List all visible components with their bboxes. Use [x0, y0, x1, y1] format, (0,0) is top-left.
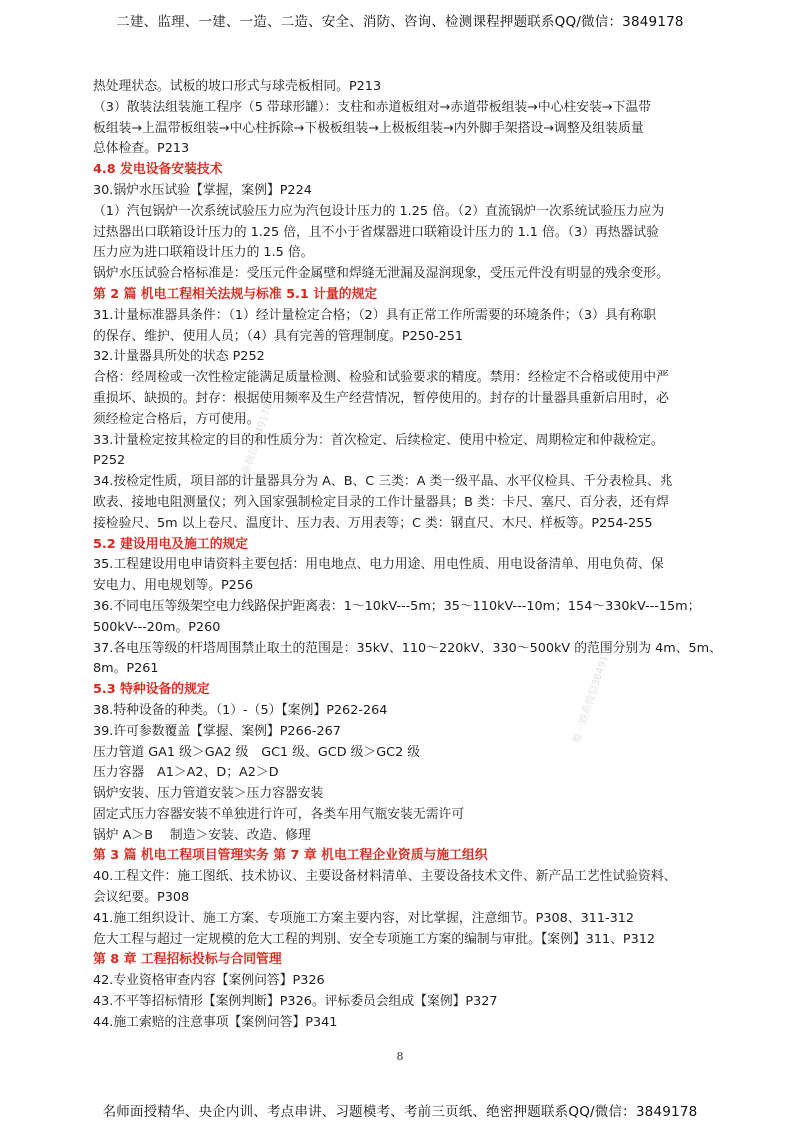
text-line: 32.计量器具所处的状态 P252 — [93, 349, 265, 365]
text-line: 重损坏、缺损的。封存：根据使用频率及生产经营情况，暂停使用的。封存的计量器具重新启用时，必 — [93, 390, 669, 406]
footer-banner: 名师面授精华、央企内训、考点串讲、习题模考、考前三页纸、绝密押题联系QQ/微信：3849178 — [102, 1104, 698, 1120]
text-line: 33.计量检定按其检定的目的和性质分为：首次检定、后续检定、使用中检定、周期检定和仲裁检定。 — [93, 432, 664, 448]
text-line: 40.工程文件：施工图纸、技术协议、主要设备材料清单、主要设备技术文件、新产品工艺性试验资料、 — [93, 869, 677, 885]
text-line: 8m。P261 — [93, 661, 159, 677]
text-line: 接检验尺、5m 以上卷尺、温度计、压力表、万用表等；C 类：钢直尺、木尺、样板等。P254-255 — [93, 515, 653, 531]
text-line: 34.按检定性质，项目部的计量器具分为 A、B、C 三类：A 类一级平晶、水平仪检具、千分表检具、兆 — [93, 474, 673, 490]
text-line: 39.许可参数覆盖【掌握、案例】P266-267 — [93, 723, 341, 739]
text-line: 压力应为进口联箱设计压力的 1.5 倍。 — [93, 245, 314, 261]
text-line: 过热器出口联箱设计压力的 1.25 倍，且不小于省煤器进口联箱设计压力的 1.1 倍。（3）再热器试验 — [93, 224, 659, 240]
text-line: 危大工程与超过一定规模的危大工程的判别、安全专项施工方案的编制与审批。【案例】311、P312 — [93, 931, 656, 947]
text-line: 欧表、接地电阻测量仪；列入国家强制检定目录的工作计量器具；B 类：卡尺、塞尺、百分表，还有焊 — [93, 494, 669, 510]
text-line: （3）散装法组装施工程序（5 带球形罐）：支柱和赤道板组对→赤道带板组装→中心柱安装→下温带 — [93, 99, 651, 115]
section-heading: 第 8 章 工程招标投标与合同管理 — [93, 952, 282, 968]
text-line: 37.各电压等级的杆塔周围禁止取土的范围是：35kV、110～220kV、330～500kV 的范围分别为 4m、5m、 — [93, 640, 722, 656]
text-line: 30.锅炉水压试验【掌握，案例】P224 — [93, 182, 312, 198]
text-line: 42.专业资格审查内容【案例问答】P326 — [93, 973, 325, 989]
text-line: 的保存、维护、使用人员；（4）具有完善的管理制度。P250-251 — [93, 328, 464, 344]
text-line: 36.不同电压等级架空电力线路保护距离表：1～10kV---5m；35～110kV---10m；154～330kV---15m； — [93, 598, 701, 614]
text-line: 35.工程建设用电申请资料主要包括：用电地点、电力用途、用电性质、用电设备清单、用电负荷、保 — [93, 557, 664, 573]
watermark-text: 唯一联系微信3849178 — [571, 641, 615, 745]
text-line: （1）汽包锅炉一次系统试验压力应为汽包设计压力的 1.25 倍。（2）直流锅炉一次系统试验压力应为 — [93, 203, 665, 219]
document-body — [93, 77, 765, 1034]
text-line: 锅炉水压试验合格标准是：受压元件金属壁和焊缝无泄漏及湿润现象，受压元件没有明显的残余变形。 — [93, 266, 669, 282]
header-banner: 二建、监理、一建、一造、二造、安全、消防、咨询、检测课程押题联系QQ/微信：3849178 — [116, 14, 684, 30]
text-line: 会议纪要。P308 — [93, 890, 190, 906]
text-line: 合格：经周检或一次性检定能满足质量检测、检验和试验要求的精度。禁用：经检定不合格或使用中严 — [93, 370, 669, 386]
section-heading: 4.8 发电设备安装技术 — [93, 162, 223, 178]
text-line: 压力管道 GA1 级＞GA2 级 GC1 级、GCD 级＞GC2 级 — [93, 744, 421, 760]
text-line: 热处理状态。试板的坡口形式与球壳板相同。P213 — [93, 79, 382, 94]
page-number: 8 — [396, 1050, 404, 1063]
text-line: 31.计量标准器具条件：（1）经计量检定合格；（2）具有正常工作所需要的环境条件；（3）具有称职 — [93, 307, 657, 323]
text-line: 38.特种设备的种类。（1）-（5）【案例】P262-264 — [93, 702, 388, 718]
section-heading: 第 3 篇 机电工程项目管理实务 第 7 章 机电工程企业资质与施工组织 — [93, 848, 488, 864]
text-line: 锅炉 A＞B 制造＞安装、改造、修理 — [93, 827, 311, 843]
text-line: 固定式压力容器安装不单独进行许可，各类车用气瓶安装无需许可 — [93, 806, 465, 822]
text-line: 总体检查。P213 — [93, 141, 190, 157]
section-heading: 5.3 特种设备的规定 — [93, 682, 210, 698]
text-line: 43.不平等招标情形【案例判断】P326。评标委员会组成【案例】P327 — [93, 994, 498, 1010]
text-line: 44.施工索赔的注意事项【案例问答】P341 — [93, 1014, 338, 1030]
text-line: 500kV---20m。P260 — [93, 619, 221, 635]
text-line: P252 — [93, 453, 126, 469]
text-line: 41.施工组织设计、施工方案、专项施工方案主要内容，对比掌握，注意细节。P308、311-312 — [93, 910, 635, 926]
text-line: 安电力、用电规划等。P256 — [93, 578, 254, 594]
section-heading: 5.2 建设用电及施工的规定 — [93, 536, 249, 552]
section-heading: 第 2 篇 机电工程相关法规与标准 5.1 计量的规定 — [93, 286, 378, 302]
text-line: 压力容器 A1＞A2、D；A2＞D — [93, 765, 279, 781]
watermark-text: 唯一联系微信3849178 — [231, 401, 275, 505]
text-line: 须经检定合格后，方可使用。 — [93, 411, 260, 427]
text-line: 锅炉安装、压力管道安装＞压力容器安装 — [93, 786, 324, 802]
text-line: 板组装→上温带板组装→中心柱拆除→下极板组装→上极板组装→内外脚手架搭设→调整及组装质量 — [93, 120, 644, 136]
